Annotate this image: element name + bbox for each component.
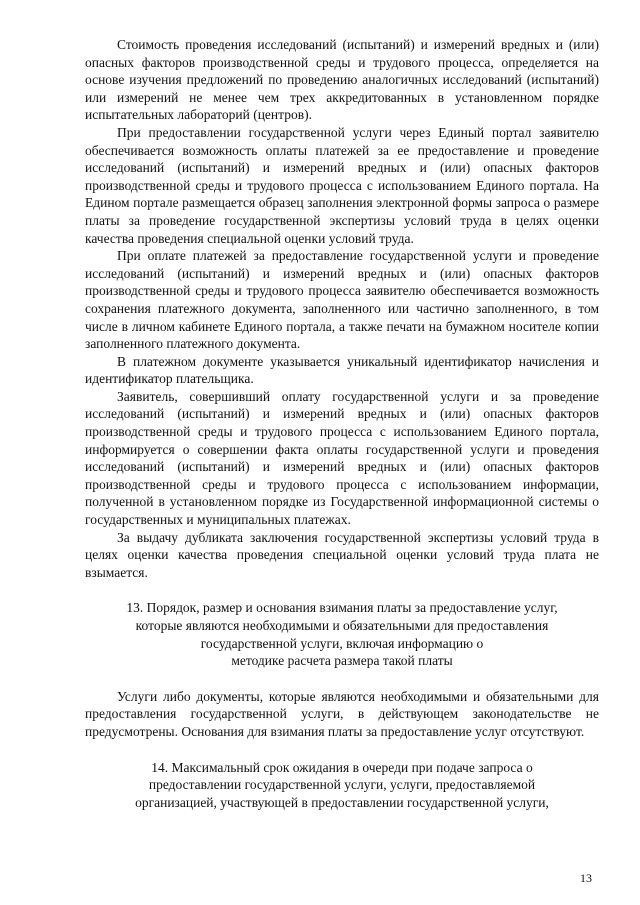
document-page [85, 36, 599, 811]
section-13-heading [85, 599, 599, 669]
paragraph-section-13-body: Услуги либо документы, которые являются необходимыми и обязательными для предоставления государственной услуги, в действующем законодательстве не предусмотрены. Основания для взимания платы за предоставление услуг отсутствуют. [85, 688, 599, 739]
paragraph-payment-document-saving: При оплате платежей за предоставление государственной услуги и проведение исследований (испытаний) и измерений вредных и (или) опасных факторов производственной среды и трудового процесса заявителю обеспечивается возможность сохранения платежного документа, заполненного или частично заполненного, в том числе в личном кабинете Единого портала, а также печати на бумажном носителе копии заполненного платежного документа. [85, 248, 599, 352]
section-14-heading-line: 14. Максимальный срок ожидания в очереди при подаче запроса о [151, 759, 533, 775]
paragraph-cost-determination: Стоимость проведения исследований (испытаний) и измерений вредных и (или) опасных факторов производственной среды и трудового процесса, определяется на основе изучения предложений по проведению аналогичных исследований (испытаний) или измерений не менее чем трех аккредитованных в установленном порядке испытательных лабораторий (центров). [85, 37, 599, 123]
paragraph-duplicate-free: За выдачу дубликата заключения государственной экспертизы условий труда в целях оценки качества проведения специальной оценки условий труда плата не взымается. [85, 529, 599, 580]
section-13-heading-line: методике расчета размера такой платы [231, 653, 453, 669]
section-14-heading-line: организацией, участвующей в предоставлении государственной услуги, [135, 794, 549, 810]
section-13-heading-line: государственной услуги, включая информацию о [200, 635, 484, 651]
section-13-heading-line: которые являются необходимыми и обязательными для предоставления [135, 618, 549, 633]
paragraph-payment-identifier: В платежном документе указывается уникальный идентификатор начисления и идентификатор плательщика. [85, 353, 599, 387]
paragraph-portal-payment: При предоставлении государственной услуги через Единый портал заявителю обеспечивается возможность оплаты платежей за ее предоставление и проведение исследований (испытаний) и измерений вредных и (или) опасных факторов производственной среды и трудового процесса с использованием Единого портала. На Едином портале размещается образец заполнения электронной формы запроса о размере платы за проведение государственной экспертизы условий труда в целях оценки качества проведения специальной оценки условий труда. [85, 124, 599, 246]
spacer [85, 581, 599, 599]
section-13-heading-line: 13. Порядок, размер и основания взимания платы за предоставление услуг, [126, 600, 558, 616]
section-14-heading-line: предоставлении государственной услуги, услуги, предоставляемой [148, 777, 536, 793]
spacer [85, 670, 599, 688]
paragraph-payment-notification: Заявитель, совершивший оплату государственной услуги и за проведение исследований (испытаний) и измерений вредных и (или) опасных факторов производственной среды и трудового процесса с использованием Единого портала, информируется о совершении факта оплаты государственной услуги и проведения исследований (испытаний) и измерений вредных и (или) опасных факторов производственной среды и трудового процесса с использованием информации, полученной в установленном порядке из Государственной информационной системы о государственных и муниципальных платежах. [85, 388, 599, 528]
spacer [85, 741, 599, 759]
page-number: 13 [580, 871, 592, 885]
section-14-heading [85, 759, 599, 812]
